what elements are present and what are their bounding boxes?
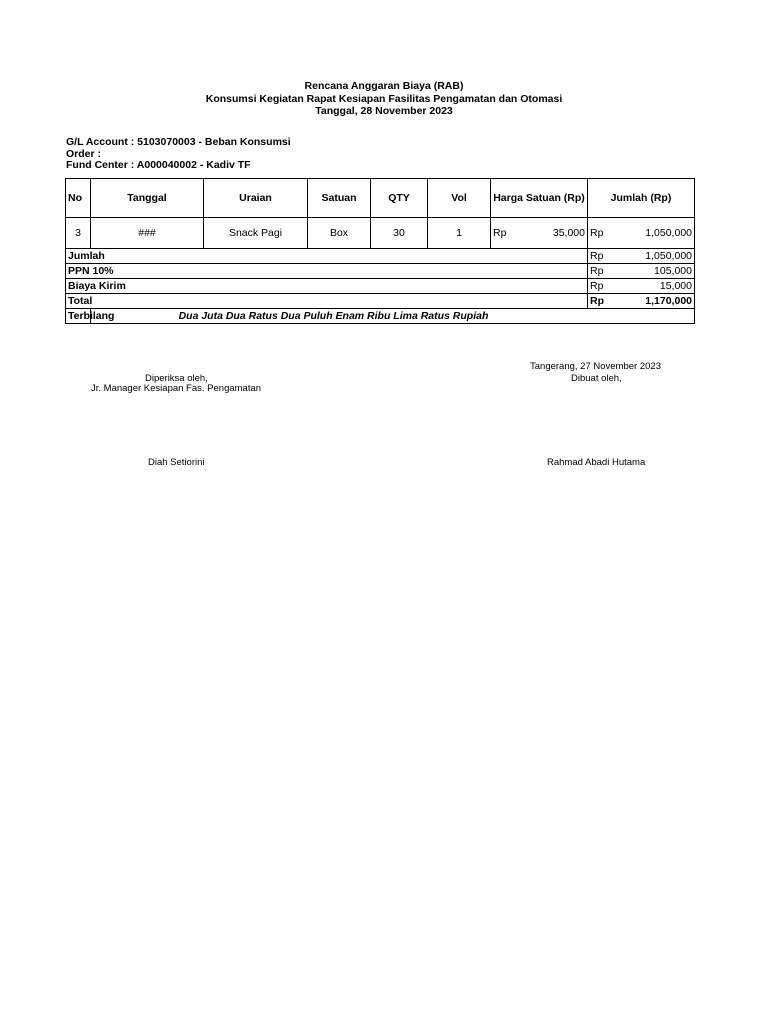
summary-row-jumlah — [66, 249, 695, 264]
header-uraian: Uraian — [204, 179, 308, 218]
ppn-value: 105,000 — [654, 264, 692, 277]
prepared-by-label: Dibuat oleh, — [571, 373, 622, 384]
header-no: No — [66, 179, 91, 218]
place-date: Tangerang, 27 November 2023 — [530, 361, 661, 372]
item-jumlah-value: 1,050,000 — [645, 226, 692, 239]
account-info — [66, 137, 291, 172]
document-title-block — [0, 80, 768, 118]
header-jumlah: Jumlah (Rp) — [588, 179, 695, 218]
item-jumlah-currency: Rp — [590, 226, 604, 239]
document-date: Tanggal, 28 November 2023 — [315, 105, 453, 117]
item-satuan: Box — [308, 218, 371, 249]
document-subtitle: Konsumsi Kegiatan Rapat Kesiapan Fasilitas Pengamatan dan Otomasi — [205, 92, 563, 105]
ppn-currency: Rp — [590, 264, 604, 277]
item-harga — [491, 218, 588, 249]
summary-row-biaya-kirim — [66, 279, 695, 294]
jumlah-value: 1,050,000 — [645, 249, 692, 262]
ppn-amount — [588, 264, 695, 279]
summary-row-total — [66, 294, 695, 309]
ppn-label: PPN 10% — [66, 264, 588, 279]
jumlah-amount — [588, 249, 695, 264]
header-vol: Vol — [428, 179, 491, 218]
jumlah-currency: Rp — [590, 249, 604, 262]
preparer-name: Rahmad Abadi Hutama — [547, 457, 646, 468]
header-tanggal: Tanggal — [91, 179, 204, 218]
item-no: 3 — [66, 218, 91, 249]
summary-row-ppn — [66, 264, 695, 279]
item-qty: 30 — [371, 218, 428, 249]
total-amount — [588, 294, 695, 309]
summary-row-terbilang — [66, 309, 695, 324]
checker-position: Jr. Manager Kesiapan Fas. Pengamatan — [91, 383, 262, 394]
jumlah-label: Jumlah — [66, 249, 588, 264]
header-qty: QTY — [371, 179, 428, 218]
total-label: Total — [66, 294, 588, 309]
item-uraian: Snack Pagi — [204, 218, 308, 249]
table-header-row — [66, 179, 695, 218]
biaya-kirim-value: 15,000 — [659, 279, 692, 292]
header-harga-satuan: Harga Satuan (Rp) — [491, 179, 588, 218]
gl-account: G/L Account : 5103070003 - Beban Konsumsi — [66, 136, 291, 148]
terbilang-label: Terbilang — [66, 309, 91, 324]
item-tanggal: ### — [91, 218, 204, 249]
biaya-kirim-currency: Rp — [590, 279, 604, 292]
total-value: 1,170,000 — [645, 294, 692, 307]
item-harga-currency: Rp — [493, 226, 507, 239]
header-satuan: Satuan — [308, 179, 371, 218]
item-vol: 1 — [428, 218, 491, 249]
item-harga-value: 35,000 — [552, 226, 585, 239]
total-currency: Rp — [590, 294, 604, 307]
terbilang-value: Dua Juta Dua Ratus Dua Puluh Enam Ribu Lima Ratus Rupiah — [91, 309, 695, 324]
budget-table — [65, 178, 695, 324]
fund-center: Fund Center : A000040002 - Kadiv TF — [66, 159, 251, 171]
biaya-kirim-label: Biaya Kirim — [66, 279, 588, 294]
checker-name: Diah Setiorini — [148, 457, 205, 468]
checked-by-label: Diperiksa oleh, — [145, 373, 208, 384]
table-row — [66, 218, 695, 249]
document-title: Rencana Anggaran Biaya (RAB) — [304, 80, 464, 92]
order-field: Order : — [66, 147, 102, 160]
item-jumlah — [588, 218, 695, 249]
biaya-kirim-amount — [588, 279, 695, 294]
